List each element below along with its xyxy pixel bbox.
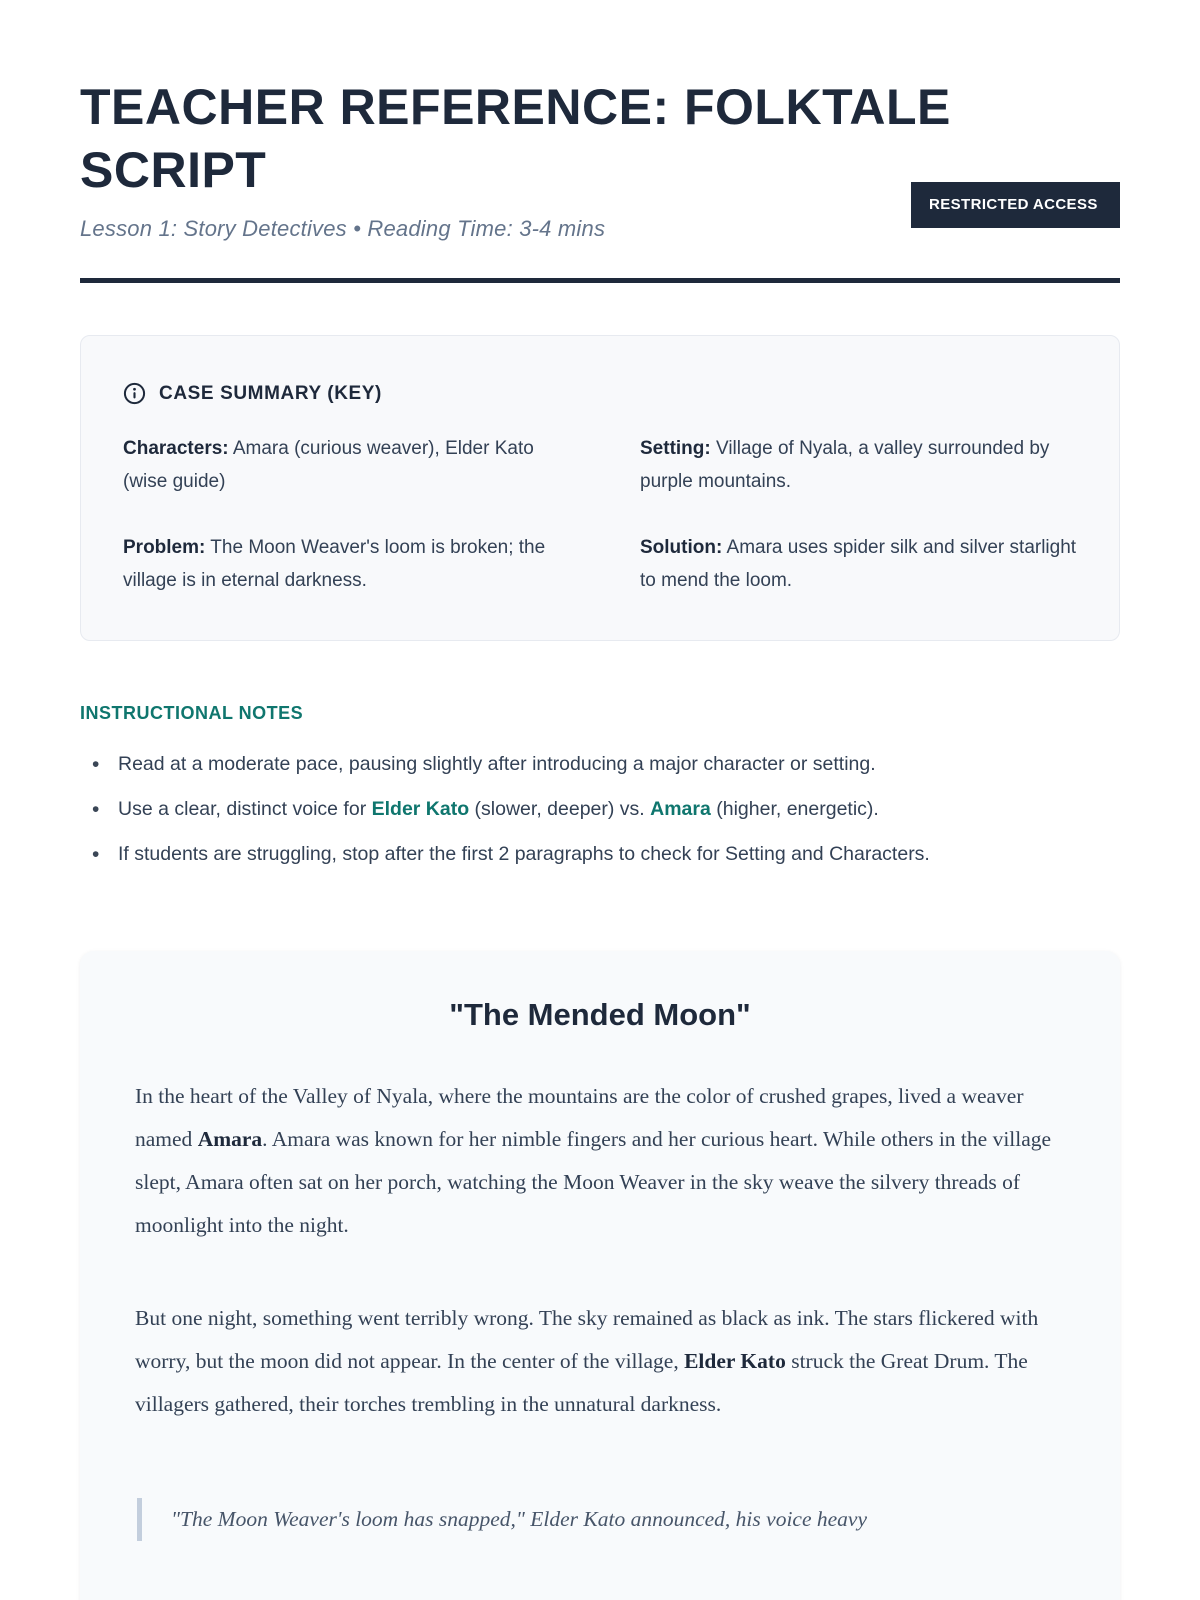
summary-setting	[640, 433, 1077, 498]
header-divider	[80, 278, 1120, 283]
note-item: • Use a clear, distinct voice for Elder Kato (slower, deeper) vs. Amara (higher, energetic).	[80, 795, 1092, 824]
summary-problem	[123, 532, 560, 597]
story-card	[80, 951, 1120, 1600]
case-summary-grid	[123, 433, 1077, 598]
instructional-notes-list	[80, 750, 1120, 870]
lesson-subtitle: Lesson 1: Story Detectives • Reading Time: 3-4 mins	[80, 216, 606, 241]
case-summary-heading	[123, 382, 1077, 405]
subtitle-row	[80, 196, 1120, 242]
summary-characters	[123, 433, 560, 498]
story-body	[135, 1075, 1065, 1541]
problem-label: Problem:	[123, 537, 206, 559]
story-paragraph: In the heart of the Valley of Nyala, where the mountains are the color of crushed grapes, lived a weaver named Amara. Amara was known for her nimble fingers and her curious heart. While others in the village slept, Amara often sat on her porch, watching the Moon Weaver in the sky weave the silvery threads of moonlight into the night.	[135, 1084, 1052, 1238]
page-title: TEACHER REFERENCE: FOLKTALE SCRIPT	[80, 79, 951, 198]
note-item: • If students are struggling, stop after the first 2 paragraphs to check for Setting and Characters.	[80, 840, 1092, 869]
setting-label: Setting:	[640, 438, 711, 459]
characters-label: Characters:	[123, 438, 229, 459]
story-title: "The Mended Moon"	[449, 997, 751, 1033]
info-icon	[123, 382, 146, 405]
solution-label: Solution:	[640, 537, 723, 559]
case-summary-card	[80, 335, 1120, 641]
restricted-access-badge: RESTRICTED ACCESS	[911, 182, 1120, 228]
setting-value: Village of Nyala, a valley surrounded by purple mountains.	[640, 438, 1050, 492]
summary-solution	[640, 532, 1077, 597]
characters-value: Amara (curious weaver), Elder Kato (wise guide)	[123, 438, 534, 492]
instructional-notes-heading: INSTRUCTIONAL NOTES	[80, 702, 304, 723]
story-paragraph: But one night, something went terribly wrong. The sky remained as black as ink. The stars flickered with worry, but the moon did not appear. In the center of the village, Elder Kato struck the Great Drum. The villagers gathered, their torches trembling in the unnatural darkness.	[135, 1306, 1039, 1417]
note-item: • Read at a moderate pace, pausing slightly after introducing a major character or setting.	[80, 750, 1092, 779]
problem-value: The Moon Weaver's loom is broken; the village is in eternal darkness.	[123, 537, 546, 592]
story-quote: "The Moon Weaver's loom has snapped," Elder Kato announced, his voice heavy	[137, 1498, 1065, 1541]
solution-value: Amara uses spider silk and silver starlight to mend the loom.	[640, 537, 1077, 592]
case-summary-title: CASE SUMMARY (KEY)	[159, 382, 382, 404]
